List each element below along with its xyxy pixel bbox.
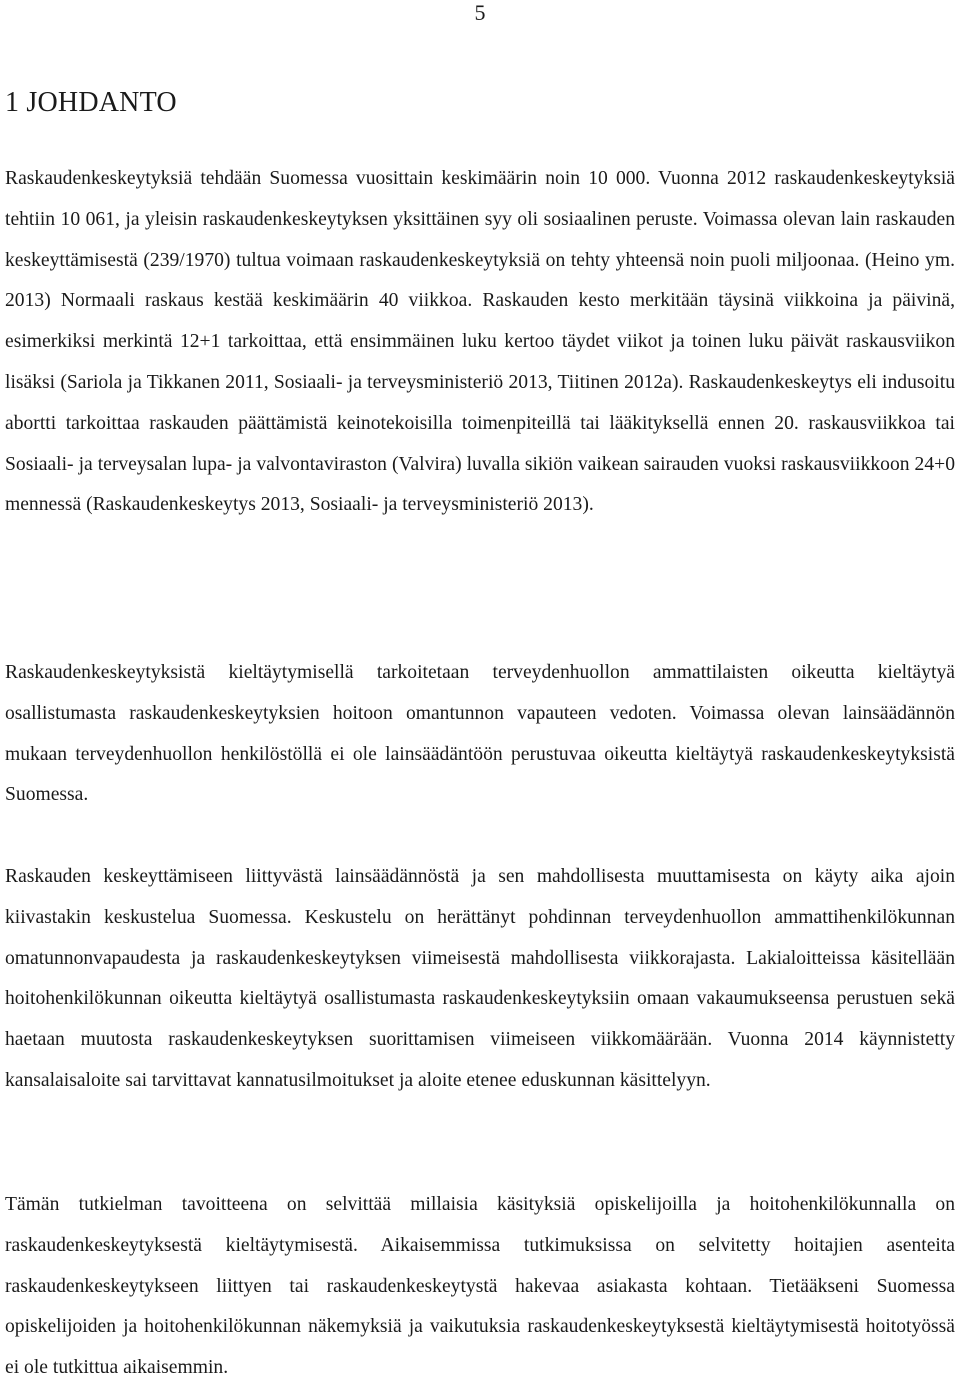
paragraph-introduction: Raskaudenkeskeytyksiä tehdään Suomessa vuosittain keskimäärin noin 10 000. Vuonna 2012 raskaudenkeskeytyksiä tehtiin 10 061, ja yleisin raskaudenkeskeytyksen yksittäinen syy oli sosiaalinen peruste. Voimassa olevan lain raskauden keskeyttämisestä (239/1970) tultua voimaan raskaudenkeskeytyksiä on tehty yhteensä noin puoli miljoonaa. (Heino ym. 2013) Normaali raskaus kestää keskimäärin 40 viikkoa. Raskauden kesto merkitään täysinä viikkoina ja päivinä, esimerkiksi merkintä 12+1 tarkoittaa, että ensimmäinen luku kertoo täydet viikot ja toinen luku päivät raskausviikon lisäksi (Sariola ja Tikkanen 2011, Sosiaali- ja terveysministeriö 2013, Tiitinen 2012a). Raskaudenkeskeytys eli indusoitu abortti tarkoittaa raskauden päättämistä keinotekoisilla toimenpiteillä tai lääkityksellä ennen 20. raskausviikkoa tai Sosiaali- ja terveysalan lupa- ja valvontaviraston (Valvira) luvalla sikiön vaikean sairauden vuoksi raskausviikkoon 24+0 mennessä (Raskaudenkeskeytys 2013, Sosiaali- ja terveysministeriö 2013). [5, 168, 955, 516]
paragraph-legislation-debate: Raskauden keskeyttämiseen liittyvästä lainsäädännöstä ja sen mahdollisesta muuttamisesta on käyty aika ajoin kiivastakin keskustelua Suomessa. Keskustelu on herättänyt pohdinnan terveydenhuollon ammattihenkilökunnan omatunnonvapaudesta ja raskaudenkeskeytyksen viimeisestä mahdollisesta viikkorajasta. Lakialoitteissa käsitellään hoitohenkilökunnan oikeutta kieltäytyä osallistumasta raskaudenkeskeytyksiin omaan vakaumukseensa perustuen sekä haetaan muutosta raskaudenkeskeytyksen suorittamisen viimeiseen viikkomäärään. Vuonna 2014 käynnistetty kansalaisaloite sai tarvittavat kannatusilmoitukset ja aloite etenee eduskunnan käsittelyyn. [5, 866, 955, 1091]
page-number: 5 [474, 0, 486, 25]
paragraph-study-aim: Tämän tutkielman tavoitteena on selvittää millaisia käsityksiä opiskelijoilla ja hoitohenkilökunnalla on raskaudenkeskeytyksestä kieltäytymisestä. Aikaisemmissa tutkimuksissa on selvitetty hoitajien asenteita raskaudenkeskeytykseen liittyen tai raskaudenkeskeytystä hakevaa asiakasta kohtaan. Tietääkseni Suomessa opiskelijoiden ja hoitohenkilökunnan näkemyksiä ja vaikutuksia raskaudenkeskeytyksestä kieltäytymisestä hoitotyössä ei ole tutkittua aikaisemmin. [5, 1194, 955, 1379]
chapter-heading: 1 JOHDANTO [5, 87, 177, 118]
paragraph-refusal-definition: Raskaudenkeskeytyksistä kieltäytymisellä tarkoitetaan terveydenhuollon ammattilaisten oikeutta kieltäytyä osallistumasta raskaudenkeskeytyksien hoitoon omantunnon vapauteen vedoten. Voimassa olevan lainsäädännön mukaan terveydenhuollon henkilöstöllä ei ole lainsäädäntöön perustuvaa oikeutta kieltäytyä raskaudenkeskeytyksistä Suomessa. [5, 662, 955, 806]
